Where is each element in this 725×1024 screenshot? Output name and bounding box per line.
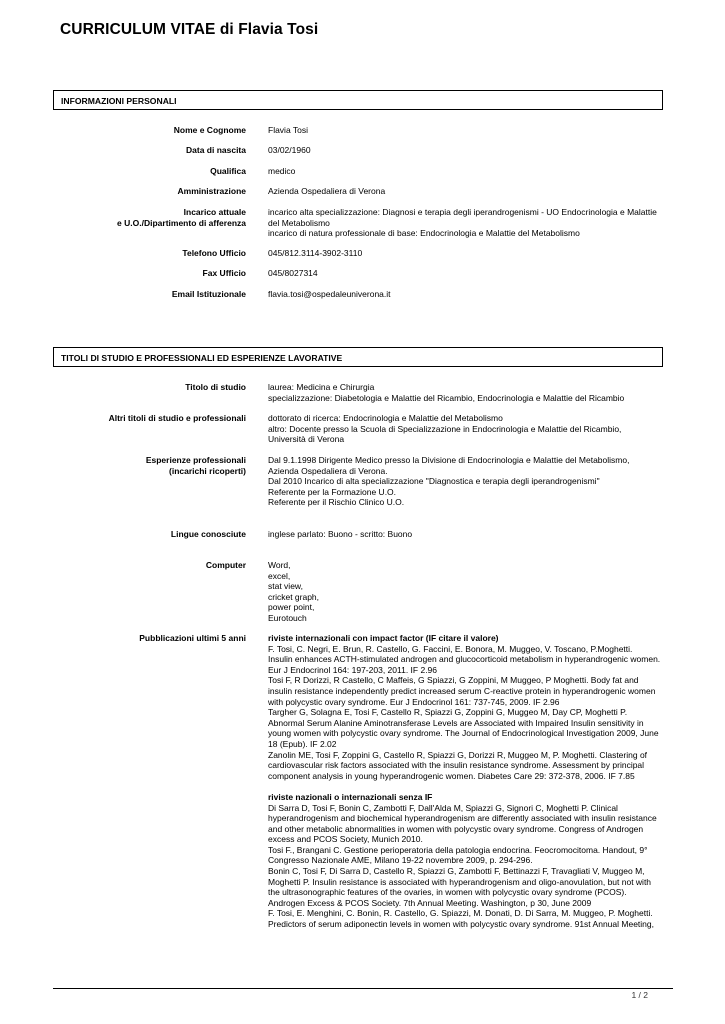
publication-line: Congresso Nazionale AME, Milano 19-22 novembre 2009, p. 294-296. — [268, 855, 533, 866]
publication-line: and other metabolic abnormalities in women with polycystic ovary syndrome. Congress of Androgen — [268, 823, 644, 834]
label-computer: Computer — [205, 560, 246, 570]
value-name: Flavia Tosi — [268, 125, 308, 135]
computer-item: Word, — [268, 560, 291, 570]
value-incarico-line-3: incarico di natura professionale di base: Endocrinologia e Malattie del Metabolismo — [268, 228, 580, 239]
label-incarico-line-1: Incarico attuale — [183, 207, 246, 217]
value-esperienze — [268, 455, 668, 508]
publication-line: component analysis in young hyperandrogenic women. Diabetes Care 29: 372-378, 2006. IF 7.85 — [268, 770, 635, 781]
value-esperienze-line-5: Referente per il Rischio Clinico U.O. — [268, 497, 405, 508]
footer-divider — [53, 988, 673, 989]
publication-line: Androgen Excess & PCOS Society. 7th Annual Meeting. Washington, p 30, June 2009 — [268, 897, 592, 908]
label-fax: Fax Ufficio — [202, 268, 246, 278]
value-esperienze-line-4: Referente per la Formazione U.O. — [268, 486, 397, 497]
page-number: 1 / 2 — [631, 990, 648, 1000]
value-email: flavia.tosi@ospedaleuniverona.it — [268, 289, 391, 299]
value-birth: 03/02/1960 — [268, 145, 311, 155]
label-role: Qualifica — [210, 166, 246, 176]
value-altri-titoli — [268, 413, 668, 445]
publication-line: Targher G, Solagna E, Tosi F, Castello R, Spiazzi G, Zoppini G, Muggeo M, Day CP, Moghetti P. — [268, 707, 628, 718]
publication-line: Bonin C, Tosi F, Di Sarra D, Castello R, Spiazzi G, Zambotti F, Bettinazzi F, Travagliati V, Muggeo M, — [268, 866, 645, 877]
label-name: Nome e Cognome — [173, 125, 246, 135]
publication-line: hyperandrogenism and biochemical hyperandrogenism are differently associated with insulin resistance — [268, 813, 657, 824]
value-titolo — [268, 382, 668, 403]
label-titolo: Titolo di studio — [185, 382, 246, 392]
value-incarico-line-2: del Metabolismo — [268, 217, 330, 228]
publication-line: the ultrasonographic features of the ovaries, in women with polycystic ovary syndrome (PCOS). — [268, 887, 627, 898]
publications-heading-if: riviste internazionali con impact factor (IF citare il valore) — [268, 633, 499, 643]
publication-line: F. Tosi, E. Menghini, C. Bonin, R. Castello, G. Spiazzi, M. Donati, D. Di Sarra, M. Muggeo, P. Moghetti. — [268, 908, 653, 919]
publication-line: excess and PCOS Society, Munich 2010. — [268, 834, 423, 845]
value-esperienze-line-1: Dal 9.1.1998 Dirigente Medico presso la Divisione di Endocrinologia e Malattie del Metabolismo, — [268, 455, 630, 465]
publication-line: Moghetti P. Insulin resistance is associated with hyperandrogenism and oligo-anovulation, but not with — [268, 876, 652, 887]
value-fax: 045/8027314 — [268, 268, 318, 278]
publication-line: Tosi F., Brangani C. Gestione perioperatoria della patologia endocrina. Feocromocitoma. Handout, 9° — [268, 844, 648, 855]
value-titolo-line-1: laurea: Medicina e Chirurgia — [268, 382, 375, 392]
publication-line: Abnormal Serum Alanine Aminotransferase Levels are Associated with Impaired Insulin sensitivity in — [268, 717, 644, 728]
value-altri-line-2: altro: Docente presso la Scuola di Specializzazione in Endocrinologia e Malattie del Ricambio, — [268, 423, 622, 434]
section-header-studies: TITOLI DI STUDIO E PROFESSIONALI ED ESPERIENZE LAVORATIVE — [53, 347, 663, 367]
label-lingue: Lingue conosciute — [170, 529, 246, 539]
value-esperienze-line-2: Azienda Ospedaliera di Verona. — [268, 465, 388, 476]
label-email: Email Istituzionale — [171, 289, 246, 299]
value-phone: 045/812.3114-3902-3110 — [268, 248, 363, 258]
label-phone: Telefono Ufficio — [182, 248, 246, 258]
publication-line: F. Tosi, C. Negri, E. Brun, R. Castello, G. Faccini, E. Bonora, M. Muggeo, V. Toscano, P.Moghetti. — [268, 643, 633, 654]
value-incarico-line-1: incarico alta specializzazione: Diagnosi e terapia degli iperandrogenismi - UO Endocrinologia e Malattie — [268, 207, 657, 217]
publication-line: with polycystic ovary syndrome. Eur J Endocrinol 161: 737-745, 2009. IF 2.96 — [268, 696, 560, 707]
computer-item: power point, — [268, 602, 315, 613]
value-lingue: inglese parlato: Buono - scritto: Buono — [268, 529, 413, 539]
computer-item: Eurotouch — [268, 612, 307, 623]
publication-line: insulin resistance independently predict increased serum C-reactive protein in hyperandrogenic women — [268, 685, 656, 696]
label-altri-titoli: Altri titoli di studio e professionali — [108, 413, 246, 423]
computer-item: stat view, — [268, 581, 303, 592]
value-esperienze-line-3: Dal 2010 Incarico di alta specializzazione "Diagnostica e terapia degli iperandrogenismi" — [268, 476, 600, 487]
publication-line: Predictors of serum adiponectin levels in women with polycystic ovary syndrome. 91st Annual Meeting, — [268, 919, 654, 930]
label-esperienze — [60, 455, 246, 477]
label-esperienze-line-1: Esperienze professionali — [145, 455, 246, 465]
computer-item: cricket graph, — [268, 591, 320, 602]
value-pubblicazioni — [268, 633, 668, 930]
publication-line: young women with polycystic ovary syndrome. The Journal of Endocrinological Investigation 2009, June — [268, 728, 659, 739]
publication-line: 18 (Epub). IF 2.02 — [268, 738, 337, 749]
publication-line: Tosi F, R Dorizzi, R Castello, C Maffeis, G Spiazzi, G Zoppini, M Muggeo, P Moghetti. Body fat and — [268, 675, 639, 686]
label-esperienze-line-2: (incarichi ricoperti) — [169, 466, 246, 476]
section-header-personal: INFORMAZIONI PERSONALI — [53, 90, 663, 110]
value-altri-line-1: dottorato di ricerca: Endocrinologia e Malattie del Metabolismo — [268, 413, 503, 423]
publication-line: Insulin enhances ACTH-stimulated androgen and glucocorticoid metabolism in hyperandrogenic women. — [268, 654, 661, 665]
label-incarico — [60, 207, 246, 229]
value-admin: Azienda Ospedaliera di Verona — [268, 186, 386, 196]
publication-spacer — [268, 781, 668, 792]
publication-line: cardiovascular risk factors associated with the insulin resistance syndrome. Assessment by principal — [268, 760, 645, 771]
label-birth: Data di nascita — [186, 145, 246, 155]
value-computer — [268, 560, 668, 624]
publications-heading-no-if: riviste nazionali o internazionali senza IF — [268, 791, 433, 802]
publication-line: Zanolin ME, Tosi F, Zoppini G, Castello R, Spiazzi G, Dorizzi R, Muggeo M, P. Moghetti. Clastering of — [268, 749, 648, 760]
value-incarico — [268, 207, 668, 239]
document-title: CURRICULUM VITAE di Flavia Tosi — [60, 21, 319, 38]
value-titolo-line-2: specializzazione: Diabetologia e Malattie del Ricambio, Endocrinologia e Malattie del Ricambio — [268, 392, 625, 403]
computer-item: excel, — [268, 570, 291, 581]
publication-line: Eur J Endocrinol 164: 197-203, 2011. IF 2.96 — [268, 664, 438, 675]
value-altri-line-3: Università di Verona — [268, 434, 345, 445]
label-incarico-line-2: e U.O./Dipartimento di afferenza — [117, 218, 246, 228]
publication-line: Di Sarra D, Tosi F, Bonin C, Zambotti F, Dall'Alda M, Spiazzi G, Signori C, Moghetti P. Clinical — [268, 802, 618, 813]
label-admin: Amministrazione — [177, 186, 246, 196]
label-pubblicazioni: Pubblicazioni ultimi 5 anni — [139, 633, 246, 643]
value-role: medico — [268, 166, 296, 176]
